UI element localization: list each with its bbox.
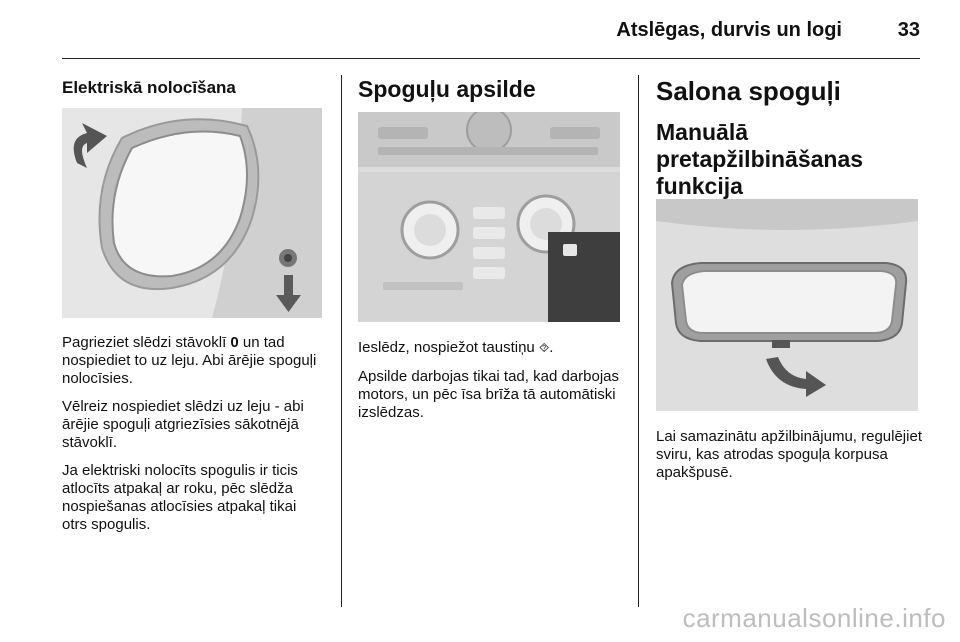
- header-divider: [62, 58, 920, 59]
- switch-position-label: 0: [230, 334, 239, 351]
- interior-mirror-illustration: [656, 199, 918, 411]
- paragraph-text: Pagrieziet slēdzi stāvoklī: [62, 334, 231, 351]
- mirror-fold-illustration: [62, 108, 322, 318]
- column-1: [62, 78, 324, 98]
- subsection-heading: Manuālā pretapžilbināšanas funkcija: [656, 119, 864, 199]
- watermark: carmanualsonline.info: [682, 603, 946, 633]
- column-3-text: [656, 428, 926, 492]
- section-heading: Elektriskā nolocīšana: [62, 78, 236, 97]
- page-number: 33: [897, 19, 920, 41]
- section-heading: Salona spoguļi: [656, 76, 841, 106]
- column-2: [358, 76, 620, 103]
- running-header-title: Atslēgas, durvis un logi: [616, 19, 842, 41]
- column-2-text: [358, 339, 623, 432]
- instruction-paragraph: Lai samazinātu apžilbinājumu, regulējiet sviru, kas atrodas spoguļa korpusa apakšpusē.: [656, 428, 922, 481]
- column-divider: [341, 75, 342, 607]
- instruction-paragraph: Vēlreiz nospiediet slēdzi uz leju - abi ārējie spoguļi atgriezīsies sākotnējā stāvoklī.: [62, 398, 304, 451]
- instruction-paragraph: [62, 334, 324, 388]
- section-heading: Spoguļu apsilde: [358, 76, 536, 102]
- paragraph-text: un tad nospiediet to uz leju. Abi ārējie spoguļi nolocīsies.: [62, 334, 317, 387]
- column-3: [656, 76, 926, 200]
- instruction-paragraph: Ja elektriski nolocīts spogulis ir ticis atlocīts atpakaļ ar roku, pēc slēdža nospiešanas atlocīsies atpakaļ tikai otrs spogulis.: [62, 462, 298, 533]
- paragraph-text: .: [549, 339, 554, 356]
- instruction-paragraph: Apsilde darbojas tikai tad, kad darbojas motors, un pēc īsa brīža tā automātiski izslēdzas.: [358, 368, 619, 421]
- column-1-text: [62, 334, 324, 544]
- rear-defrost-icon: ⯑: [538, 341, 550, 356]
- climate-panel-illustration: [358, 112, 620, 322]
- instruction-paragraph: [358, 339, 623, 358]
- column-divider: [638, 75, 639, 607]
- paragraph-text: Ieslēdz, nospiežot taustiņu: [358, 339, 539, 356]
